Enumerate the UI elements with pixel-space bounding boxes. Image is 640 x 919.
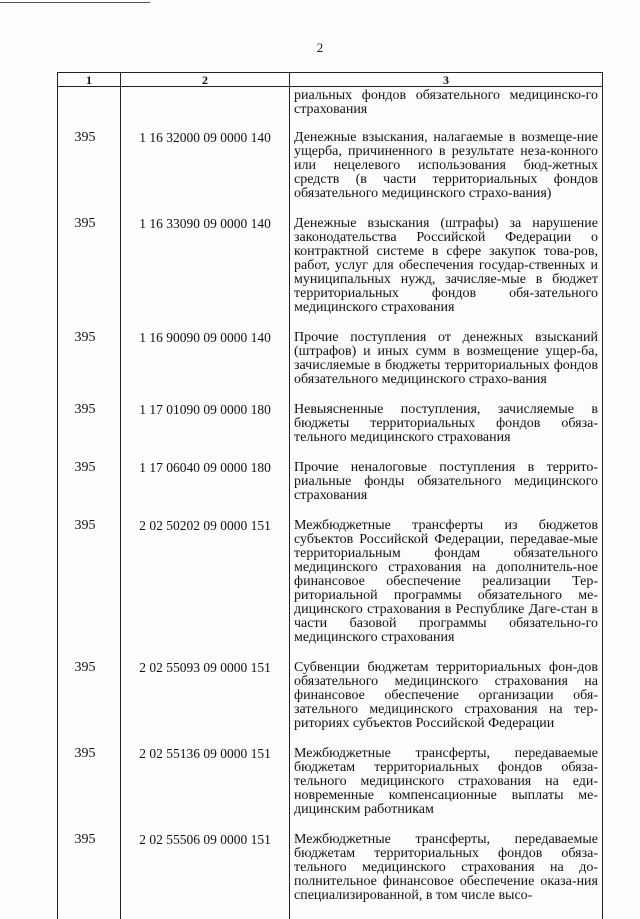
row-budget-code: [121, 87, 290, 132]
row-description: Невыясненные поступления, зачисляемые в бюджеты территориальных фондов обяза-тельного медицинского страхования: [290, 403, 603, 461]
row-description: Межбюджетные трансферты, передаваемые бюджетам территориальных фондов обяза-тельного медицинского страхования на до-полнительное финансовое обеспечение оказа-ния специализированной, в том числе высо-: [290, 833, 603, 919]
row-description: Межбюджетные трансферты, передаваемые бюджетам территориальных фондов обяза-тельного медицинского страхования на еди-новременные компенсационные выплаты ме-дицинским работникам: [290, 747, 603, 833]
row-admin-code: 395: [58, 217, 121, 331]
row-budget-code: 1 16 32000 09 0000 140: [121, 131, 290, 217]
row-admin-code: 395: [58, 131, 121, 217]
row-budget-code: 1 17 01090 09 0000 180: [121, 403, 290, 461]
row-budget-code: 2 02 55506 09 0000 151: [121, 833, 290, 919]
table-row: [58, 331, 603, 403]
row-admin-code: 395: [58, 403, 121, 461]
row-admin-code: 395: [58, 519, 121, 661]
row-description: риальных фондов обязательного медицинско-го страхования: [290, 87, 603, 132]
table-row: [58, 217, 603, 331]
table-row: [58, 461, 603, 519]
table-row: [58, 403, 603, 461]
row-admin-code: 395: [58, 747, 121, 833]
table-row: [58, 131, 603, 217]
row-description: Прочие неналоговые поступления в террито-риальные фонды обязательного медицинского страхования: [290, 461, 603, 519]
row-description: Денежные взыскания (штрафы) за нарушение законодательства Российской Федерации о контрактной системе в сфере закупок това-ров, работ, услуг для обеспечения государ-ственных и муниципальных нужд, зачисляе-мые в бюджет территориальных фондов обя-зательного медицинского страхования: [290, 217, 603, 331]
row-description: Межбюджетные трансферты из бюджетов субъектов Российской Федерации, передавае-мые территориальным фондам обязательного медицинского страхования на дополнитель-ное финансовое обеспечение реализации Тер-риториальной программы обязательного ме-дицинского страхования в Республике Даге-стан в части базовой программы обязательно-го медицинского страхования: [290, 519, 603, 661]
row-admin-code: 395: [58, 661, 121, 747]
row-admin-code: 395: [58, 461, 121, 519]
column-header-3: 3: [290, 73, 603, 87]
row-admin-code: 395: [58, 331, 121, 403]
row-budget-code: 1 16 33090 09 0000 140: [121, 217, 290, 331]
table-row: [58, 661, 603, 747]
table-header-row: [58, 73, 603, 87]
table-row: [58, 519, 603, 661]
table-row: [58, 747, 603, 833]
row-admin-code: 395: [58, 833, 121, 919]
table-row: [58, 833, 603, 919]
top-rule: [0, 2, 150, 3]
page-number: 2: [316, 40, 324, 55]
row-description: Прочие поступления от денежных взысканий (штрафов) и иных сумм в возмещение ущер-ба, зачисляемые в бюджеты территориальных фондов обязательного медицинского страхо-вания: [290, 331, 603, 403]
row-budget-code: 1 16 90090 09 0000 140: [121, 331, 290, 403]
row-budget-code: 2 02 50202 09 0000 151: [121, 519, 290, 661]
table-row: [58, 87, 603, 132]
row-budget-code: 1 17 06040 09 0000 180: [121, 461, 290, 519]
column-header-1: 1: [58, 73, 121, 87]
row-description: Субвенции бюджетам территориальных фон-дов обязательного медицинского страхования на финансовое обеспечение организации обя-зательного медицинского страхования на тер-риториях субъектов Российской Федерации: [290, 661, 603, 747]
row-budget-code: 2 02 55093 09 0000 151: [121, 661, 290, 747]
row-budget-code: 2 02 55136 09 0000 151: [121, 747, 290, 833]
row-description: Денежные взыскания, налагаемые в возмеще-ние ущерба, причиненного в результате неза-конного или нецелевого использования бюд-жетных средств (в части территориальных фондов обязательного медицинского страхо-вания): [290, 131, 603, 217]
row-admin-code: [58, 87, 121, 132]
budget-codes-table: [57, 72, 603, 919]
column-header-2: 2: [121, 73, 290, 87]
